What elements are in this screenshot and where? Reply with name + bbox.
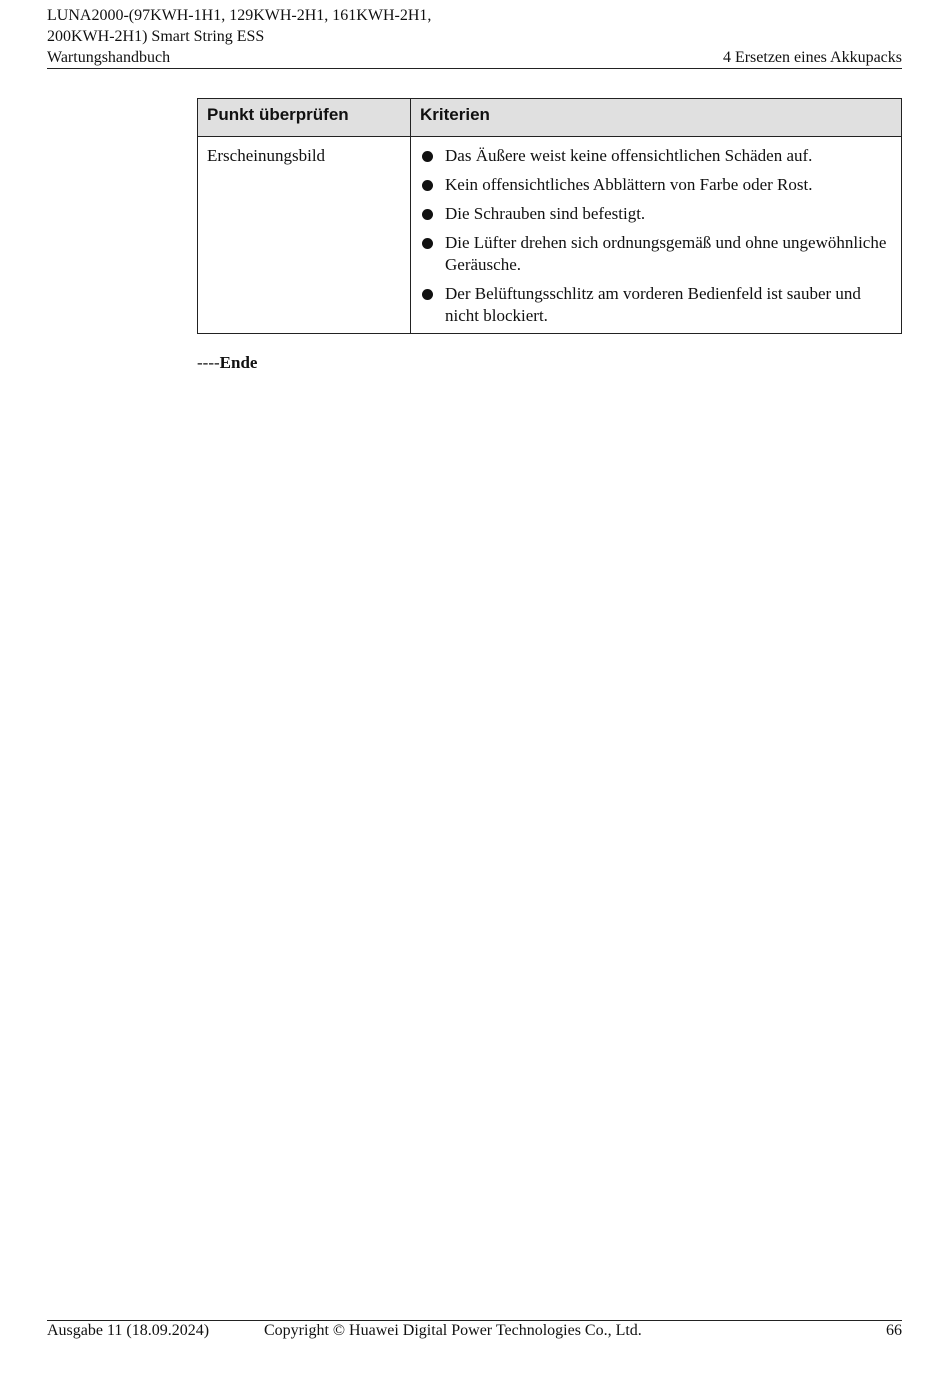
page-header (47, 5, 902, 69)
bullet-icon (422, 289, 433, 300)
table-cell-criteria (411, 137, 902, 334)
title-line-3: Wartungshandbuch (47, 49, 171, 66)
column-header-criteria: Kriterien (411, 99, 902, 137)
criteria-text: Die Schrauben sind befestigt. (445, 204, 646, 223)
table-header-row (198, 99, 902, 137)
criteria-text: Das Äußere weist keine offensichtlichen Schäden auf. (445, 146, 813, 165)
document-title (47, 5, 431, 68)
end-word: Ende (219, 353, 258, 372)
criteria-text: Kein offensichtliches Abblättern von Farbe oder Rost. (445, 175, 813, 194)
table-cell-point: Erscheinungsbild (198, 137, 411, 334)
bullet-icon (422, 180, 433, 191)
page-footer (47, 1320, 902, 1346)
criteria-text: Die Lüfter drehen sich ordnungsgemäß und ohne ungewöhnliche Geräusche. (445, 233, 887, 274)
check-table (197, 98, 902, 334)
bullet-icon (422, 209, 433, 220)
list-item (420, 174, 892, 196)
table-row (198, 137, 902, 334)
page-number: 66 (886, 1322, 902, 1339)
edition-label: Ausgabe 11 (18.09.2024) (47, 1322, 210, 1339)
list-item (420, 145, 892, 167)
list-item (420, 232, 892, 276)
criteria-list (420, 145, 892, 327)
criteria-text: Der Belüftungsschlitz am vorderen Bedienfeld ist sauber und nicht blockiert. (445, 284, 861, 325)
bullet-icon (422, 238, 433, 249)
title-line-2: 200KWH-2H1) Smart String ESS (47, 28, 265, 45)
bullet-icon (422, 151, 433, 162)
end-dashes: ---- (197, 353, 220, 372)
list-item (420, 203, 892, 225)
title-line-1: LUNA2000-(97KWH-1H1, 129KWH-2H1, 161KWH-2H1, (47, 7, 432, 24)
end-marker (197, 353, 257, 373)
chapter-title: 4 Ersetzen eines Akkupacks (722, 49, 902, 66)
copyright-label: Copyright © Huawei Digital Power Technologies Co., Ltd. (264, 1322, 642, 1339)
column-header-point: Punkt überprüfen (198, 99, 411, 137)
list-item (420, 283, 892, 327)
